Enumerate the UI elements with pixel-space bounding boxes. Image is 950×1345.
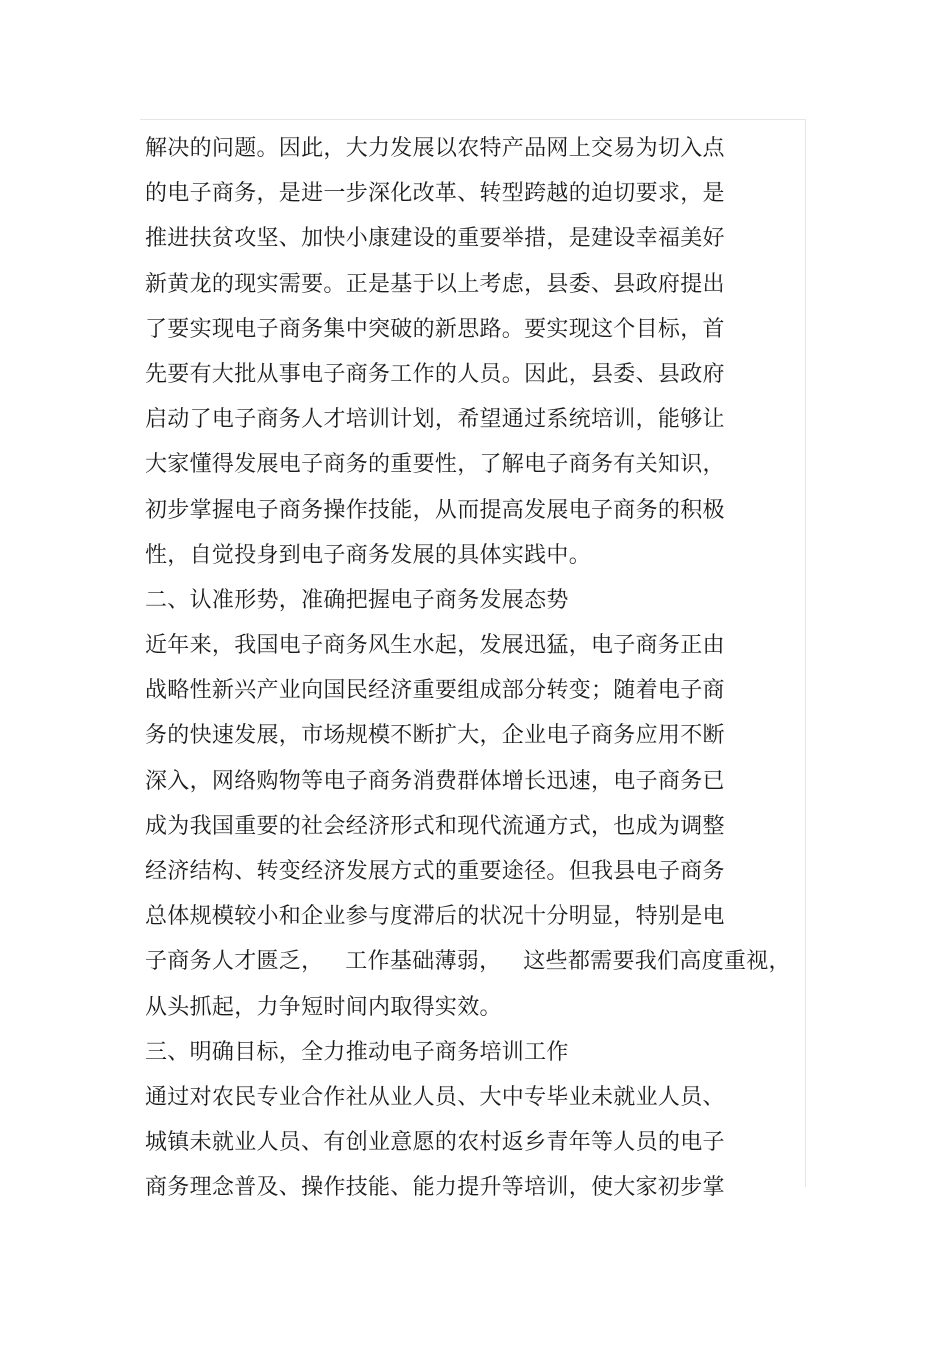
- text-line: 推进扶贫攻坚、加快小康建设的重要举措，是建设幸福美好: [145, 226, 725, 252]
- section-heading: 三、明确目标，全力推动电子商务培训工作: [145, 1039, 569, 1065]
- text-line: 初步掌握电子商务操作技能，从而提高发展电子商务的积极: [145, 497, 725, 523]
- text-line: 解决的问题。因此，大力发展以农特产品网上交易为切入点: [145, 136, 725, 161]
- text-line: 大家懂得发展电子商务的重要性，了解电子商务有关知识，: [145, 452, 725, 478]
- text-line: 从头抓起，力争短时间内取得实效。: [145, 994, 502, 1020]
- text-line: 成为我国重要的社会经济形式和现代流通方式，也成为调整: [145, 813, 725, 839]
- text-line: 城镇未就业人员、有创业意愿的农村返乡青年等人员的电子: [145, 1130, 725, 1156]
- document-body: [145, 126, 795, 1211]
- text-line: 近年来，我国电子商务风生水起，发展迅猛，电子商务正由: [145, 633, 725, 659]
- text-line: 总体规模较小和企业参与度滞后的状况十分明显，特别是电: [145, 904, 725, 930]
- text-line: 子商务人才匮乏， 工作基础薄弱， 这些都需要我们高度重视，: [145, 949, 791, 975]
- text-line: 战略性新兴产业向国民经济重要组成部分转变；随着电子商: [145, 678, 725, 704]
- text-line: 的电子商务，是进一步深化改革、转型跨越的迫切要求，是: [145, 181, 725, 207]
- text-line: 深入，网络购物等电子商务消费群体增长迅速，电子商务已: [145, 768, 725, 794]
- text-line: 先要有大批从事电子商务工作的人员。因此，县委、县政府: [145, 361, 725, 387]
- text-line: 通过对农民专业合作社从业人员、大中专毕业未就业人员、: [145, 1084, 725, 1110]
- text-line: 新黄龙的现实需要。正是基于以上考虑，县委、县政府提出: [145, 271, 725, 297]
- text-line: 商务理念普及、操作技能、能力提升等培训，使大家初步掌: [145, 1175, 725, 1201]
- text-line: 性，自觉投身到电子商务发展的具体实践中。: [145, 542, 592, 568]
- text-line: 经济结构、转变经济发展方式的重要途径。但我县电子商务: [145, 859, 725, 884]
- text-line: 务的快速发展，市场规模不断扩大，企业电子商务应用不断: [145, 723, 725, 749]
- text-line: 了要实现电子商务集中突破的新思路。要实现这个目标，首: [145, 316, 725, 342]
- text-line: 启动了电子商务人才培训计划，希望通过系统培训，能够让: [145, 407, 725, 433]
- section-heading: 二、认准形势，准确把握电子商务发展态势: [145, 587, 569, 613]
